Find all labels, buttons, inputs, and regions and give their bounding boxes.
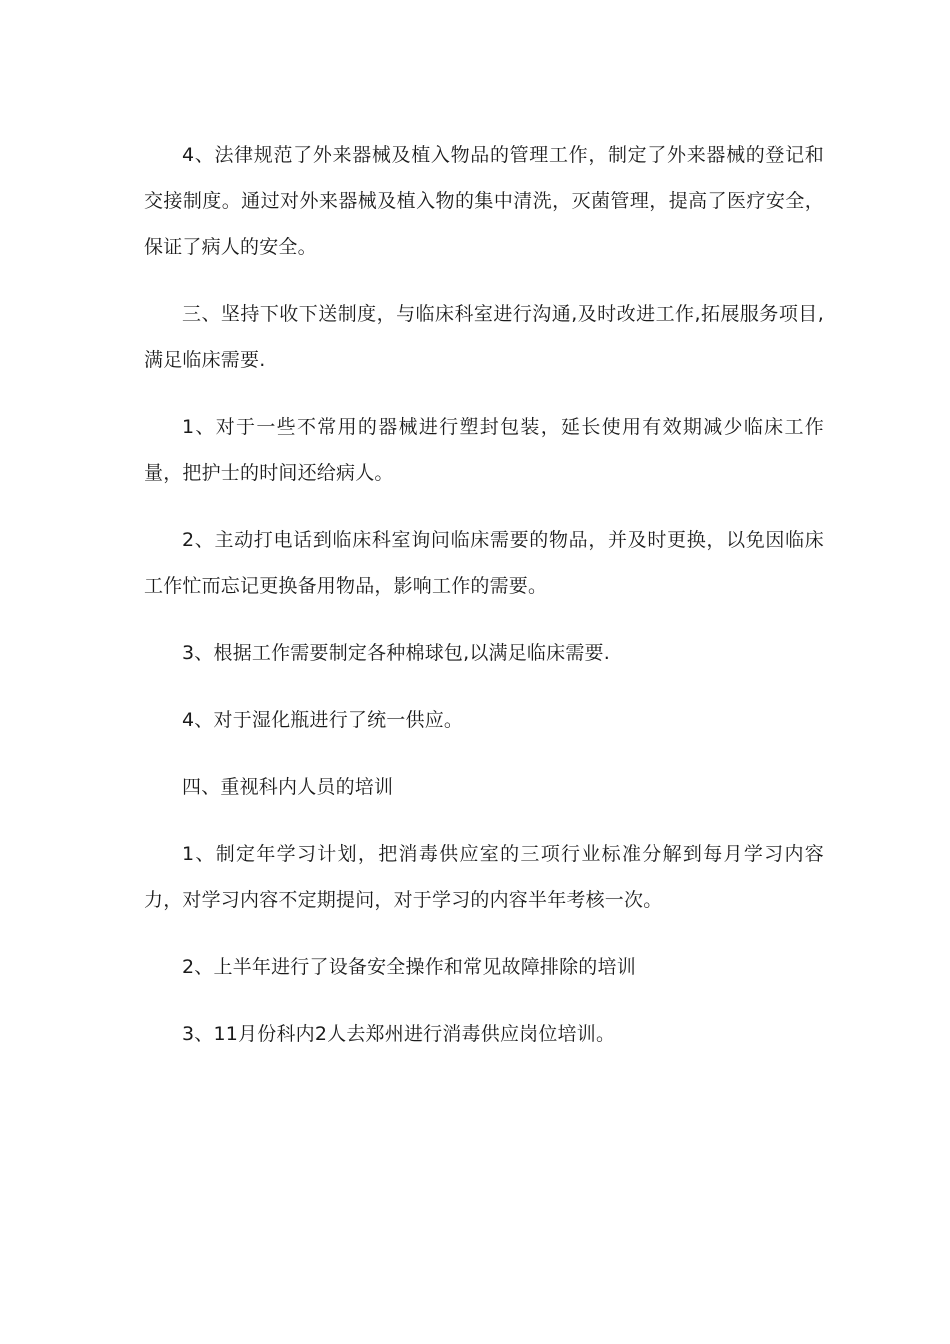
- document-body: [144, 132, 824, 1078]
- paragraph-study-plan: 1、制定年学习计划，把消毒供应室的三项行业标准分解到每月学习内容力，对学习内容不定期提问，对于学习的内容半年考核一次。: [144, 843, 824, 911]
- paragraph-plastic-sealing: 1、对于一些不常用的器械进行塑封包装，延长使用有效期减少临床工作量，把护士的时间还给病人。: [144, 416, 824, 484]
- paragraph-phone-inquiry: 2、主动打电话到临床科室询问临床需要的物品，并及时更换，以免因临床工作忙而忘记更换备用物品，影响工作的需要。: [144, 529, 824, 597]
- paragraph-humidifier-bottles: 4、对于湿化瓶进行了统一供应。: [182, 709, 464, 731]
- paragraph-equipment-training: 2、上半年进行了设备安全操作和常见故障排除的培训: [182, 956, 636, 978]
- paragraph-zhengzhou-training: 3、11月份科内2人去郑州进行消毒供应岗位培训。: [182, 1023, 616, 1045]
- paragraph-external-instruments: 4、法律规范了外来器械及植入物品的管理工作，制定了外来器械的登记和交接制度。通过对外来器械及植入物的集中清洗，灭菌管理，提高了医疗安全，保证了病人的安全。: [144, 144, 824, 258]
- paragraph-section-three-heading: 三、坚持下收下送制度，与临床科室进行沟通,及时改进工作,拓展服务项目,满足临床需要.: [144, 303, 824, 371]
- paragraph-section-four-heading: 四、重视科内人员的培训: [182, 776, 394, 798]
- paragraph-cotton-ball-packs: 3、根据工作需要制定各种棉球包,以满足临床需要.: [182, 642, 610, 664]
